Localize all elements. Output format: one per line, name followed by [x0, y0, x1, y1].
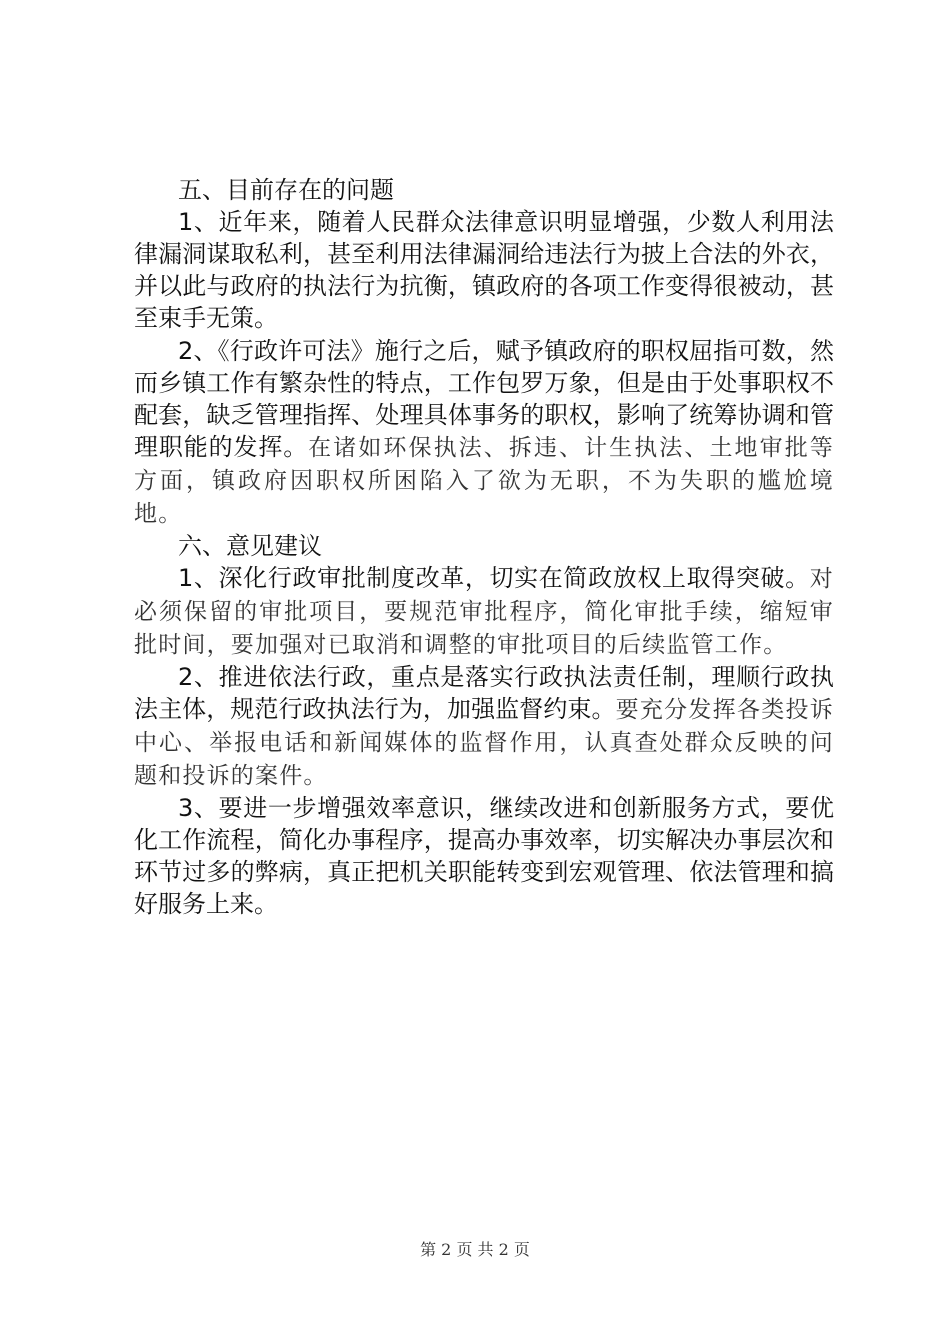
paragraph-text-light: 在诸如环保执法、拆违、计生执法、土地审批等方面，镇政府因职权所困陷入了欲为无职，不为失职的尴尬境地。: [134, 435, 834, 527]
paragraph-suggestion-1: [134, 562, 834, 661]
document-body: [134, 174, 834, 921]
paragraph-text-strong: 1、深化行政审批制度改革，切实在简政放权上取得突破。: [178, 564, 810, 592]
section-heading-problems: 五、目前存在的问题: [178, 176, 394, 204]
paragraph-text-strong: 1、近年来，随着人民群众法律意识明显增强，少数人利用法律漏洞谋取私利，甚至利用法律漏洞给违法行为披上合法的外衣，并以此与政府的执法行为抗衡，镇政府的各项工作变得很被动，甚至束手无策。: [134, 208, 834, 332]
section-heading-suggestions: 六、意见建议: [178, 532, 322, 560]
paragraph-text-strong: 2、《行政许可法》施行之后，赋予镇政府的职权屈指可数，然而乡镇工作有繁杂性的特点，工作包罗万象，但是由于处事职权不配套，缺乏管理指挥、处理具体事务的职权，影响了统筹协调和管理职能的发挥。: [134, 337, 834, 461]
paragraph-problem-1: [134, 206, 834, 335]
paragraph-suggestion-2: [134, 661, 834, 792]
paragraph-text-strong: 2、推进依法行政，重点是落实行政执法责任制，理顺行政执法主体，规范行政执法行为，加强监督约束。: [134, 663, 834, 723]
page-footer: 第 2 页 共 2 页: [420, 1240, 530, 1259]
paragraph-text-strong: 3、要进一步增强效率意识，继续改进和创新服务方式，要优化工作流程，简化办事程序，提高办事效率，切实解决办事层次和环节过多的弊病，真正把机关职能转变到宏观管理、依法管理和搞好服务上来。: [134, 794, 834, 918]
paragraph-problem-2: [134, 335, 834, 530]
paragraph-text-light: 对必须保留的审批项目，要规范审批程序，简化审批手续，缩短审批时间，要加强对已取消和调整的审批项目的后续监管工作。: [134, 566, 834, 658]
paragraph-suggestion-3: [134, 792, 834, 921]
paragraph-text-light: 要充分发挥各类投诉中心、举报电话和新闻媒体的监督作用，认真查处群众反映的问题和投诉的案件。: [134, 697, 834, 789]
